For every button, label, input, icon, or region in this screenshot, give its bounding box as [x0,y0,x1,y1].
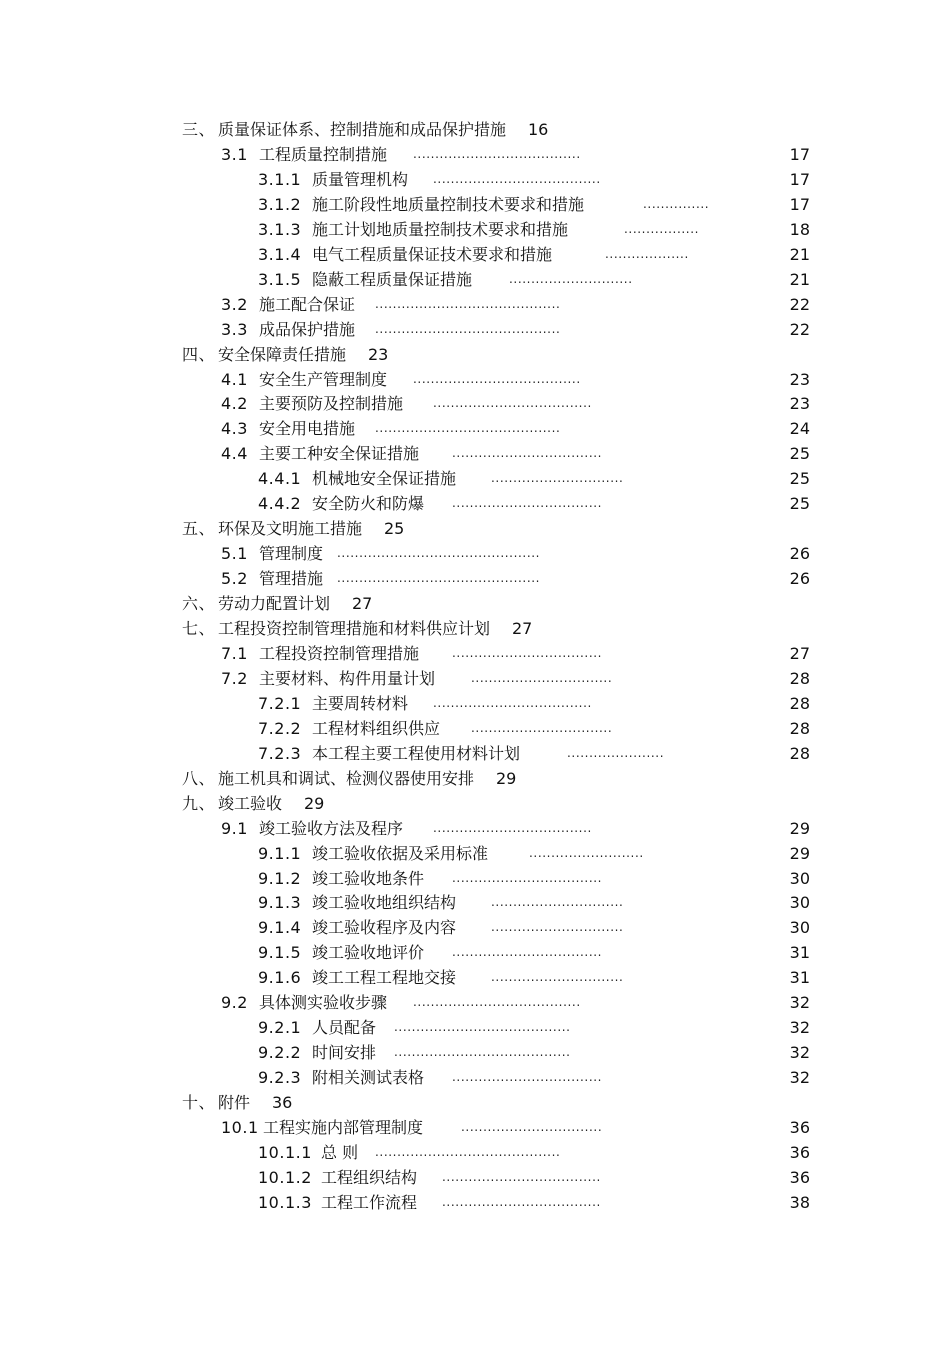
toc-page-number: 21 [789,244,810,264]
toc-dot-leader: .................................. [452,945,603,960]
toc-title: 竣工验收程序及内容 [312,918,457,938]
toc-entry[interactable] [0,915,950,940]
toc-title: 工程投资控制管理措施和材料供应计划 [218,619,491,638]
toc-number: 3.1.1 [258,169,302,189]
toc-page-number: 31 [789,943,810,963]
toc-page-number: 17 [789,194,810,214]
toc-entry[interactable] [0,167,950,192]
toc-title: 竣工验收依据及采用标准 [312,843,489,863]
toc-number: 9.1.1 [258,843,302,863]
toc-entry[interactable] [0,591,950,616]
toc-title: 机械地安全保证措施 [312,469,457,489]
toc-number: 9.1.5 [258,943,302,963]
toc-entry[interactable] [0,766,950,791]
toc-page-number: 22 [789,319,810,339]
toc-entry[interactable] [0,142,950,167]
toc-page-number: 29 [496,768,517,788]
toc-page-number: 28 [789,668,810,688]
toc-dot-leader: ........................................ [394,1045,571,1060]
toc-title: 施工阶段性地质量控制技术要求和措施 [312,194,585,214]
toc-title: 附件 [218,1093,251,1113]
toc-title: 附相关测试表格 [312,1068,425,1088]
toc-title: 时间安排 [312,1043,377,1063]
toc-number: 9.2.2 [258,1043,302,1063]
toc-entry[interactable] [0,816,950,841]
toc-page-number: 27 [789,643,810,663]
toc-page-number: 29 [304,793,325,813]
toc-entry[interactable] [0,317,950,342]
toc-entry[interactable] [0,1040,950,1065]
toc-page-number: 32 [789,1068,810,1088]
toc-title: 安全生产管理制度 [259,369,388,389]
toc-page-number: 28 [789,743,810,763]
toc-title: 本工程主要工程使用材料计划 [312,743,521,763]
toc-page-number: 25 [789,469,810,489]
toc-dot-leader: ................................ [471,670,613,685]
toc-dot-leader: .............................................. [337,546,541,561]
toc-page-number: 26 [789,544,810,564]
toc-page-number: 29 [789,843,810,863]
toc-dot-leader: .................................... [433,396,592,411]
toc-entry[interactable] [0,242,950,267]
toc-entry[interactable] [0,566,950,591]
toc-dot-leader: ............................ [509,271,633,286]
toc-dot-leader: .............................. [491,471,624,486]
toc-page-number: 38 [789,1192,810,1212]
toc-number: 7.2.1 [258,693,302,713]
toc-title: 电气工程质量保证技术要求和措施 [312,244,553,264]
toc-page-number: 30 [789,868,810,888]
toc-number: 10.1.1 [258,1142,312,1162]
toc-title: 竣工验收方法及程序 [259,818,404,838]
toc-number: 4.4 [221,444,248,464]
toc-number: 六、 [182,594,216,614]
toc-title: 竣工工程工程地交接 [312,968,457,988]
toc-dot-leader: .......................................... [375,296,561,311]
toc-entry[interactable] [0,1165,950,1190]
toc-entry[interactable] [0,391,950,416]
toc-entry[interactable] [0,940,950,965]
toc-title: 竣工验收 [218,793,283,813]
toc-title: 工程组织结构 [321,1167,418,1187]
toc-number: 7.2 [221,668,248,688]
toc-page-number: 32 [789,1018,810,1038]
toc-entry[interactable] [0,491,950,516]
toc-dot-leader: .......................... [529,845,644,860]
toc-number: 七、 [182,619,216,638]
toc-title: 安全保障责任措施 [218,344,347,364]
toc-entry[interactable] [0,1115,950,1140]
toc-entry[interactable] [0,342,950,367]
toc-page-number: 22 [789,294,810,314]
toc-dot-leader: .................................... [433,695,592,710]
toc-title: 竣工验收地条件 [312,868,425,888]
toc-number: 4.1 [221,369,248,389]
toc-entry[interactable] [0,641,950,666]
toc-dot-leader: ...................................... [413,371,581,386]
toc-title: 工程材料组织供应 [312,718,441,738]
toc-page-number: 29 [789,818,810,838]
toc-number: 3.3 [221,319,248,339]
toc-page-number: 36 [272,1093,293,1113]
toc-number: 3.1.5 [258,269,302,289]
toc-dot-leader: ................................ [461,1120,603,1134]
toc-dot-leader: .................................. [452,870,603,885]
toc-page-number: 17 [789,169,810,189]
toc-page-number: 32 [789,1043,810,1063]
toc-page-number: 27 [512,619,533,638]
toc-entry[interactable] [0,890,950,915]
toc-number: 3.2 [221,294,248,314]
toc-entry[interactable] [0,441,950,466]
toc-number: 9.1.4 [258,918,302,938]
toc-page-number: 23 [789,369,810,389]
toc-entry[interactable] [0,267,950,292]
toc-page-number: 31 [789,968,810,988]
toc-number: 三、 [182,120,216,139]
toc-entry[interactable] [0,416,950,441]
toc-number: 十、 [182,1093,216,1113]
toc-page-number: 36 [789,1167,810,1187]
toc-title: 施工机具和调试、检测仪器使用安排 [218,768,475,788]
toc-number: 5.1 [221,544,248,564]
toc-dot-leader: .................................... [442,1169,601,1184]
toc-dot-leader: ...................................... [413,995,581,1010]
toc-page-number: 28 [789,718,810,738]
toc-entry[interactable] [0,716,950,741]
toc-number: 八、 [182,768,216,788]
toc-entry[interactable] [0,1190,950,1215]
toc-entry[interactable] [0,516,950,541]
toc-title: 质量保证体系、控制措施和成品保护措施 [218,120,507,139]
toc-number: 10.1.3 [258,1192,312,1212]
toc-page-number: 24 [789,419,810,439]
toc-number: 五、 [182,519,216,539]
toc-dot-leader: .................................... [433,820,592,835]
toc-title: 工程工作流程 [321,1192,418,1212]
toc-dot-leader: .............................. [491,970,624,985]
toc-title: 隐蔽工程质量保证措施 [312,269,473,289]
toc-number: 3.1 [221,144,248,164]
toc-title: 工程投资控制管理措施 [259,643,420,663]
toc-title: 环保及文明施工措施 [218,519,363,539]
toc-entry[interactable] [0,841,950,866]
toc-title: 工程质量控制措施 [259,144,388,164]
toc-page-number: 23 [368,344,389,364]
toc-entry[interactable] [0,117,950,142]
toc-entry[interactable] [0,1065,950,1090]
toc-dot-leader: ................................ [471,720,613,735]
toc-dot-leader: .......................................... [375,321,561,336]
toc-entry[interactable] [0,1140,950,1165]
toc-entry[interactable] [0,616,950,641]
toc-title: 管理措施 [259,569,324,589]
toc-entry[interactable] [0,466,950,491]
toc-page-number: 30 [789,918,810,938]
toc-entry[interactable] [0,292,950,317]
toc-number: 5.2 [221,569,248,589]
toc-number: 4.4.1 [258,469,302,489]
toc-number: 10.1.2 [258,1167,312,1187]
toc-number: 9.2 [221,993,248,1013]
toc-page-number: 25 [789,444,810,464]
toc-title: 施工计划地质量控制技术要求和措施 [312,219,569,239]
toc-dot-leader: .................................. [452,1070,603,1085]
toc-entry[interactable] [0,741,950,766]
toc-page-number: 16 [528,120,549,139]
toc-title: 工程实施内部管理制度 [263,1118,424,1137]
toc-number: 3.1.4 [258,244,302,264]
toc-dot-leader: .............................. [491,895,624,910]
toc-number: 九、 [182,793,216,813]
toc-dot-leader: ................. [624,221,700,236]
toc-dot-leader: .............................................. [337,571,541,586]
toc-title: 安全防火和防爆 [312,494,425,514]
toc-page-number: 36 [789,1142,810,1162]
toc-page-number: 28 [789,693,810,713]
toc-page-number: 25 [789,494,810,514]
toc-number: 9.2.3 [258,1068,302,1088]
toc-title: 竣工验收地评价 [312,943,425,963]
toc-page-number: 36 [789,1118,810,1137]
toc-page-number: 17 [789,144,810,164]
toc-number: 3.1.2 [258,194,302,214]
toc-entry[interactable] [0,990,950,1015]
toc-dot-leader: ...................................... [433,171,601,186]
toc-entry[interactable] [0,691,950,716]
toc-page-number: 21 [789,269,810,289]
toc-page-number: 26 [789,569,810,589]
toc-page-number: 25 [384,519,405,539]
toc-number: 9.1.3 [258,893,302,913]
toc-title: 管理制度 [259,544,324,564]
toc-entry[interactable] [0,192,950,217]
toc-title: 人员配备 [312,1018,377,1038]
toc-entry[interactable] [0,217,950,242]
toc-dot-leader: ........................................ [394,1020,571,1035]
toc-title: 施工配合保证 [259,294,356,314]
toc-entry[interactable] [0,666,950,691]
toc-title: 具体测实验收步骤 [259,993,388,1013]
toc-number: 7.2.3 [258,743,302,763]
toc-entry[interactable] [0,1015,950,1040]
toc-title: 质量管理机构 [312,169,409,189]
toc-dot-leader: .......................................... [375,1144,561,1159]
toc-page-number: 23 [789,394,810,414]
toc-number: 9.1 [221,818,248,838]
toc-entry[interactable] [0,541,950,566]
toc-title: 成品保护措施 [259,319,356,339]
toc-dot-leader: .................................. [452,446,603,461]
toc-number: 9.1.6 [258,968,302,988]
toc-number: 4.2 [221,394,248,414]
toc-title: 主要周转材料 [312,693,409,713]
toc-entry[interactable] [0,1090,950,1115]
toc-dot-leader: ...................................... [413,146,581,161]
toc-dot-leader: .................................. [452,645,603,660]
toc-dot-leader: .................................... [442,1194,601,1209]
toc-dot-leader: .................................. [452,496,603,511]
toc-page-number: 30 [789,893,810,913]
toc-title: 主要工种安全保证措施 [259,444,420,464]
toc-title: 总 则 [321,1142,359,1162]
toc-dot-leader: ................... [605,246,689,261]
toc-dot-leader: .......................................... [375,421,561,436]
toc-entry[interactable] [0,965,950,990]
toc-number: 4.3 [221,419,248,439]
toc-number: 4.4.2 [258,494,302,514]
toc-number: 9.1.2 [258,868,302,888]
toc-title: 竣工验收地组织结构 [312,893,457,913]
toc-entry[interactable] [0,791,950,816]
toc-title: 劳动力配置计划 [218,594,331,614]
toc-number: 7.1 [221,643,248,663]
toc-title: 主要材料、构件用量计划 [259,668,436,688]
toc-dot-leader: ...................... [567,745,665,760]
toc-entry[interactable] [0,866,950,891]
toc-number: 9.2.1 [258,1018,302,1038]
toc-page-number: 18 [789,219,810,239]
toc-number: 四、 [182,344,216,364]
toc-dot-leader: .............................. [491,920,624,935]
toc-page-number: 32 [789,993,810,1013]
toc-number: 7.2.2 [258,718,302,738]
toc-title: 主要预防及控制措施 [259,394,404,414]
toc-page-number: 27 [352,594,373,614]
toc-entry[interactable] [0,367,950,392]
toc-dot-leader: ............... [643,196,710,211]
toc-number: 10.1 [221,1118,259,1137]
toc-number: 3.1.3 [258,219,302,239]
toc-title: 安全用电措施 [259,419,356,439]
